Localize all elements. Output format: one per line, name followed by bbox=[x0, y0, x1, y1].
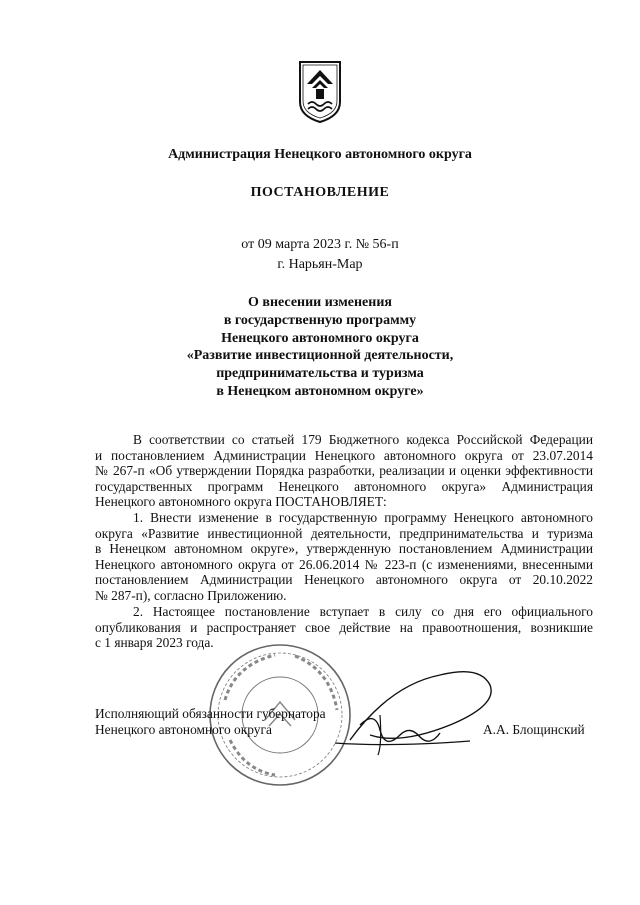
signatory-position: Исполняющий обязанности губернатора bbox=[95, 706, 326, 721]
item-1-paragraph bbox=[95, 510, 593, 604]
document-type: ПОСТАНОВЛЕНИЕ bbox=[250, 185, 390, 200]
handwritten-signature-icon bbox=[330, 655, 510, 760]
text-line: 2. Настоящее постановление вступает в силу со дня его официального bbox=[133, 604, 593, 619]
text-line: в Ненецком автономном округе», утвержденную постановлением Администрации bbox=[95, 541, 593, 557]
subject-line: «Развитие инвестиционной деятельности, bbox=[186, 348, 454, 364]
text-line: № 267-п «Об утверждении Порядка разработки, реализации и оценки эффективности bbox=[95, 463, 593, 479]
text-line: 1. Внести изменение в государственную программу Ненецкого автономного bbox=[133, 510, 593, 525]
document-place: г. Нарьян-Мар bbox=[277, 257, 363, 272]
text-line: государственных программ Ненецкого автономного округа» Администрация bbox=[95, 478, 593, 494]
subject-line: Ненецкого автономного округа bbox=[221, 330, 419, 346]
text-line: округа «Развитие инвестиционной деятельности, предпринимательства и туризма bbox=[95, 525, 593, 541]
organization-title: Администрация Ненецкого автономного округа bbox=[168, 147, 472, 162]
text-line: № 287-п), согласно Приложению. bbox=[95, 587, 287, 603]
signatory-name: А.А. Блощинский bbox=[483, 722, 585, 737]
subject-line: предпринимательства и туризма bbox=[216, 366, 424, 382]
text-line: опубликования и распространяет свое действие на правоотношения, возникшие bbox=[95, 619, 593, 635]
text-line: с 1 января 2023 года. bbox=[95, 635, 214, 651]
signatory-position-org: Ненецкого автономного округа bbox=[95, 722, 272, 737]
text-line: Ненецкого автономного округа ПОСТАНОВЛЯЕТ: bbox=[95, 494, 387, 510]
coat-of-arms-icon bbox=[298, 58, 342, 124]
text-line: Ненецкого автономного округа от 26.06.2014 № 223-п (с изменениями, внесенными bbox=[95, 556, 593, 572]
subject-line: в государственную программу bbox=[223, 312, 417, 328]
text-line: В соответствии со статьей 179 Бюджетного кодекса Российской Федерации bbox=[133, 432, 593, 447]
document-date-number: от 09 марта 2023 г. № 56-п bbox=[241, 237, 399, 252]
subject-line: О внесении изменения bbox=[248, 295, 392, 310]
text-line: постановлением Администрации Ненецкого автономного округа от 20.10.2022 bbox=[95, 572, 593, 588]
preamble-paragraph bbox=[95, 432, 593, 510]
subject-line: в Ненецком автономном округе» bbox=[216, 383, 424, 399]
text-line: и постановлением Администрации Ненецкого автономного округа от 23.07.2014 bbox=[95, 447, 593, 463]
document-subject bbox=[0, 294, 640, 401]
